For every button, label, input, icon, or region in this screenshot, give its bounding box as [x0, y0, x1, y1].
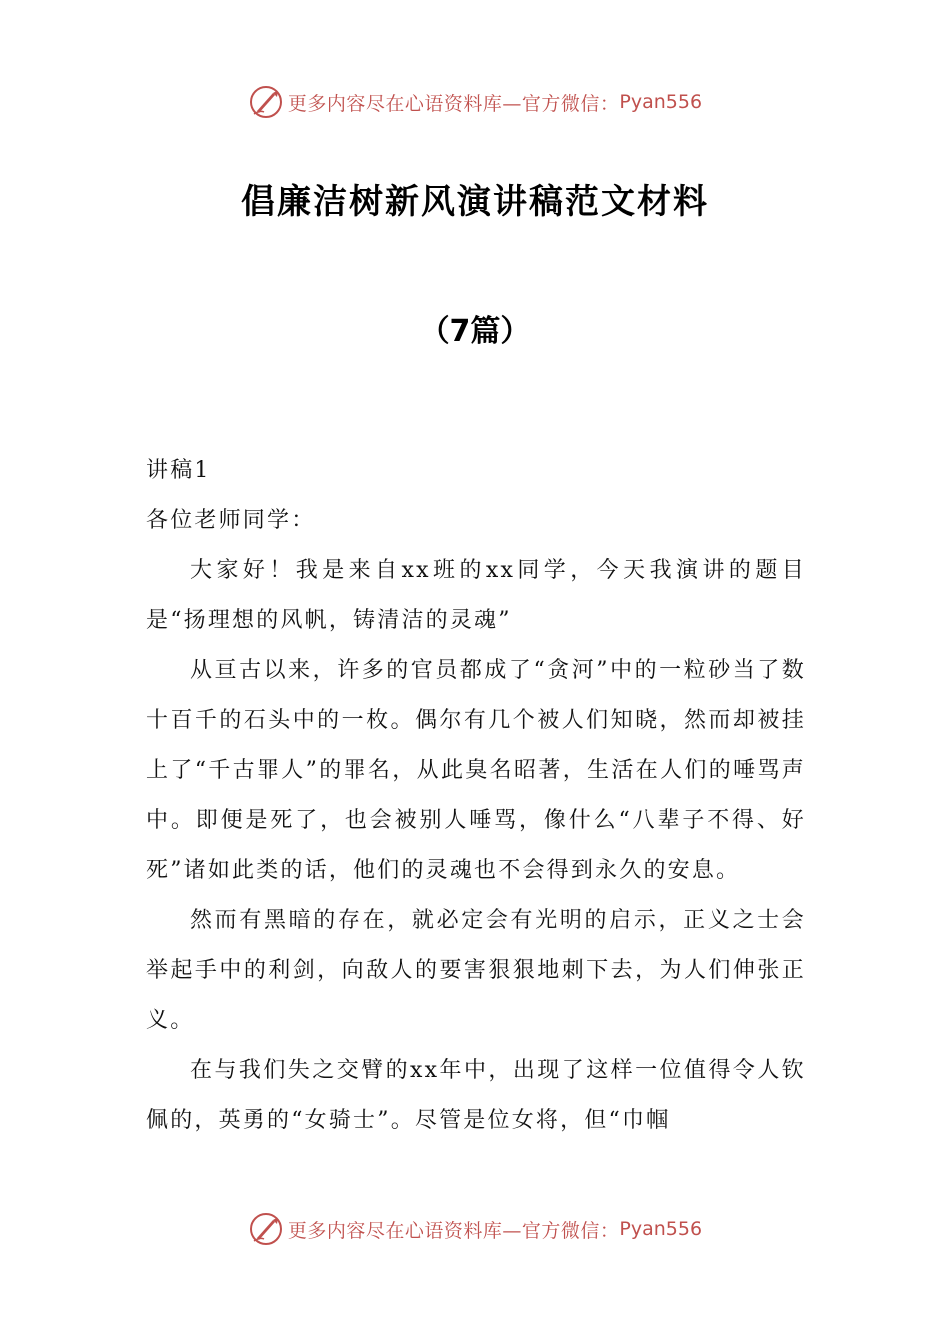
document-body	[146, 446, 806, 1146]
paragraph: 在与我们失之交臂的xx年中，出现了这样一位值得令人钦佩的，英勇的“女骑士”。尽管是位女将，但“巾帼	[146, 1058, 806, 1133]
quill-pen-logo-icon	[248, 1211, 284, 1247]
banner-wechat-id: Pyan556	[619, 91, 703, 113]
paragraph: 从亘古以来，许多的官员都成了“贪河”中的一粒砂当了数十百千的石头中的一枚。偶尔有几个被人们知晓，然而却被挂上了“千古罪人”的罪名，从此臭名昭著，生活在人们的唾骂声中。即便是死了，也会被别人唾骂，像什么“八辈子不得、好死”诸如此类的话，他们的灵魂也不会得到永久的安息。	[146, 658, 806, 883]
banner-text: 更多内容尽在心语资料库—官方微信：	[287, 92, 620, 115]
header-banner	[0, 82, 950, 122]
quill-pen-logo-icon	[248, 84, 284, 120]
paragraph: 大家好！我是来自xx班的xx同学，今天我演讲的题目是“扬理想的风帆，铸清洁的灵魂”	[146, 558, 806, 633]
document-subtitle: （7篇）	[419, 314, 531, 349]
salutation: 各位老师同学：	[146, 508, 316, 533]
banner-wechat-id: Pyan556	[619, 1218, 703, 1240]
footer-banner	[0, 1209, 950, 1249]
section-label: 讲稿1	[146, 458, 211, 483]
paragraph: 然而有黑暗的存在，就必定会有光明的启示，正义之士会举起手中的利剑，向敌人的要害狠狠地刺下去，为人们伸张正义。	[146, 908, 806, 1033]
banner-text: 更多内容尽在心语资料库—官方微信：	[287, 1219, 620, 1242]
document-title: 倡廉洁树新风演讲稿范文材料	[241, 182, 709, 222]
